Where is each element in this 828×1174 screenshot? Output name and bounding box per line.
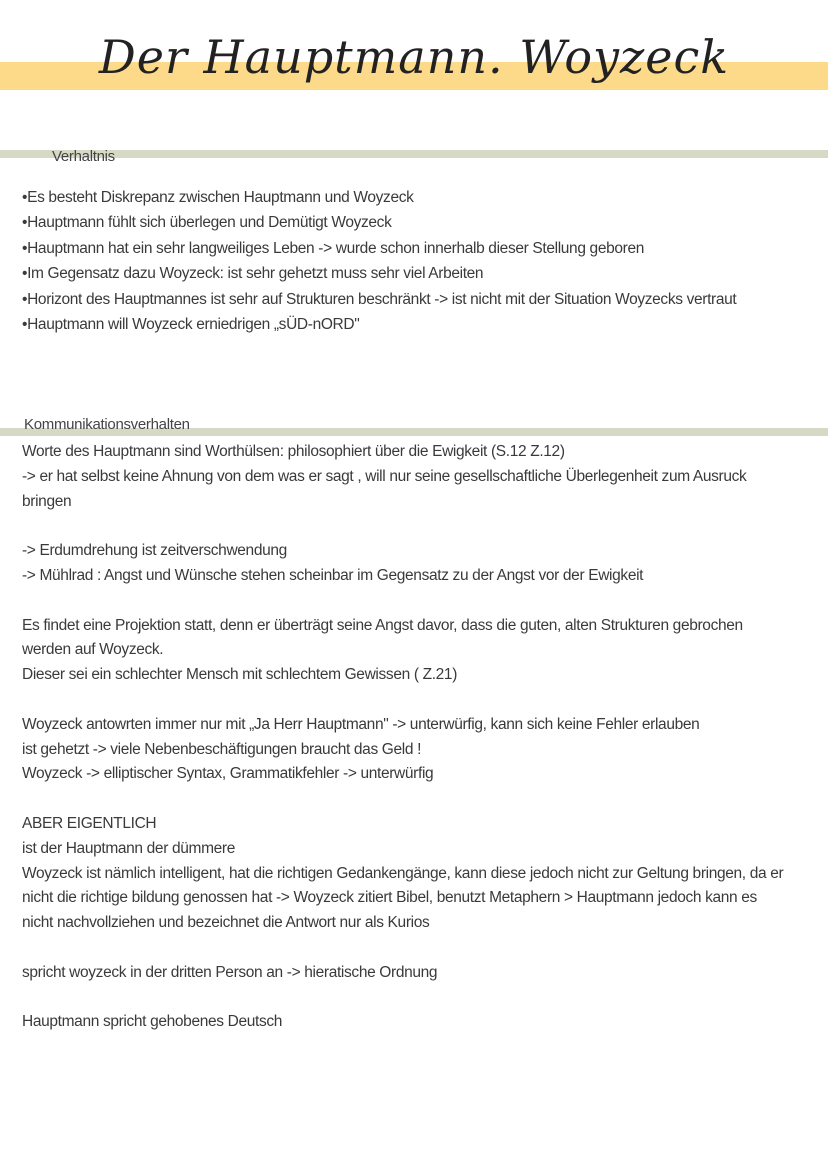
bullet-list <box>22 185 822 337</box>
text-line: ABER EIGENTLICH <box>22 814 157 832</box>
blank-line <box>22 936 822 961</box>
notes-body <box>22 440 822 1035</box>
bullet-item: •Im Gegensatz dazu Woyzeck: ist sehr gehetzt muss sehr viel Arbeiten <box>22 265 484 283</box>
text-line: ist gehetzt -> viele Nebenbeschäftigungen braucht das Geld ! <box>22 740 422 758</box>
bullet-item: •Horizont des Hauptmannes ist sehr auf Strukturen beschränkt -> ist nicht mit der Situation Woyzecks vertraut <box>22 290 737 308</box>
text-line: -> Mühlrad : Angst und Wünsche stehen scheinbar im Gegensatz zu der Angst vor der Ewigkeit <box>22 566 644 584</box>
bullet-item: •Hauptmann fühlt sich überlegen und Demütigt Woyzeck <box>22 214 392 232</box>
text-line: ist der Hauptmann der dümmere <box>22 839 235 857</box>
bullet-item: •Es besteht Diskrepanz zwischen Hauptmann und Woyzeck <box>22 189 414 206</box>
text-line: nicht nachvollziehen und bezeichnet die Antwort nur als Kurios <box>22 914 430 932</box>
text-line: Es findet eine Projektion statt, denn er überträgt seine Angst davor, dass die guten, alten Strukturen gebrochen <box>22 616 743 634</box>
section-divider <box>0 150 828 158</box>
blank-line <box>22 688 822 713</box>
text-line: Worte des Hauptmann sind Worthülsen: philosophiert über die Ewigkeit (S.12 Z.12) <box>22 443 565 460</box>
text-line: spricht woyzeck in der dritten Person an -> hieratische Ordnung <box>22 963 438 981</box>
blank-line <box>22 514 822 539</box>
text-line: nicht die richtige bildung genossen hat -> Woyzeck zitiert Bibel, benutzt Metaphern > Hauptmann jedoch kann es <box>22 889 757 907</box>
text-line: Woyzeck antowrten immer nur mit „Ja Herr Hauptmann" -> unterwürfig, kann sich keine Fehler erlauben <box>22 715 700 733</box>
text-line: Woyzeck ist nämlich intelligent, hat die richtigen Gedankengänge, kann diese jedoch nicht zur Geltung bringen, da er <box>22 864 784 882</box>
text-line: -> Erdumdrehung ist zeitverschwendung <box>22 542 287 560</box>
text-line: bringen <box>22 492 72 510</box>
text-line: Hauptmann spricht gehobenes Deutsch <box>22 1013 283 1031</box>
page-title: Der Hauptmann. Woyzeck <box>98 30 730 84</box>
text-line: -> er hat selbst keine Ahnung von dem was er sagt , will nur seine gesellschaftliche Überlegenheit zum Ausruck <box>22 467 747 485</box>
section-heading-verhaeltnis: Verhaltnis <box>52 148 115 165</box>
bullet-item: •Hauptmann hat ein sehr langweiliges Leben -> wurde schon innerhalb dieser Stellung geboren <box>22 239 644 257</box>
text-line: Dieser sei ein schlechter Mensch mit schlechtem Gewissen ( Z.21) <box>22 666 458 684</box>
text-line: Woyzeck -> elliptischer Syntax, Grammatikfehler -> unterwürfig <box>22 765 434 783</box>
blank-line <box>22 787 822 812</box>
bullet-item: •Hauptmann will Woyzeck erniedrigen „sÜD-nORD" <box>22 315 360 333</box>
text-line: werden auf Woyzeck. <box>22 641 164 659</box>
section-heading-kommunikation: Kommunikationsverhalten <box>24 416 190 433</box>
blank-line <box>22 986 822 1011</box>
blank-line <box>22 589 822 614</box>
